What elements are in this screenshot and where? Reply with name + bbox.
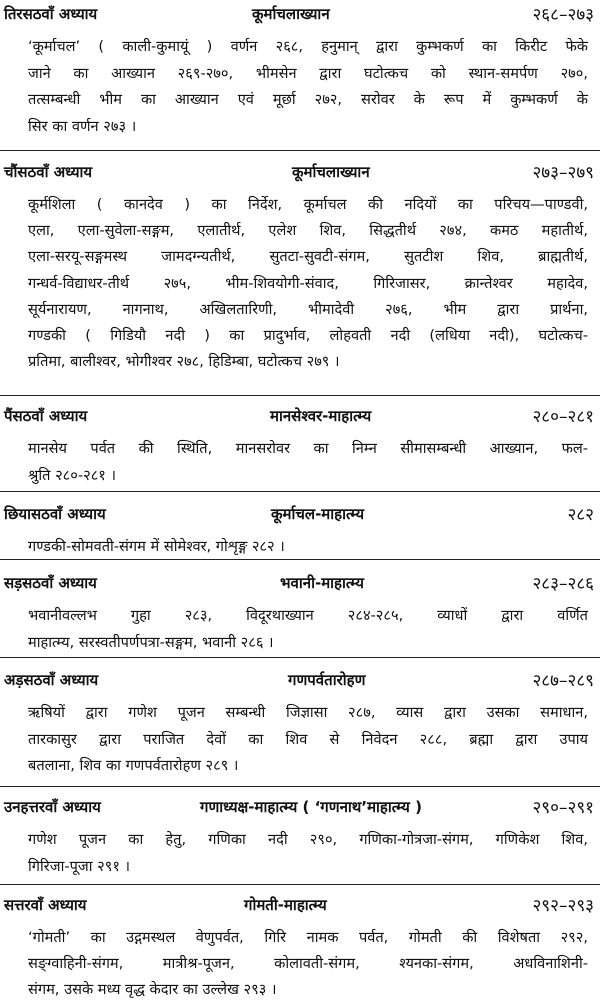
summary-line: बतलाना, शिव का गणपर्वतारोहण २८९ । — [28, 757, 239, 774]
summary-line: भवानीवल्लभ गुहा २८३, विदूरथाख्यान २८४-२८५, व्याधों द्वारा वर्णित — [28, 607, 588, 624]
section-divider — [0, 786, 600, 787]
summary-line: सङ्ग्वाहिनी-संगम, मात्रीश्र-पूजन, कोलावती-संगम, श्यनका-संगम, अधविनाशिनी- — [28, 955, 588, 973]
chapter-heading — [0, 795, 600, 821]
chapter-page-range: २८७–२८९ — [532, 671, 594, 691]
summary-line: गन्धर्व-विद्याधर-तीर्थ २७५, भीम-शिवयोगी-संवाद, गिरिजासर, क्रान्तेश्वर महादेव, — [28, 274, 588, 292]
summary-line: सिर का वर्णन २७३ । — [28, 117, 137, 135]
chapter-entry — [0, 668, 600, 774]
chapter-title: गणाध्यक्ष-माहात्म्य ( ‘गणनाथ’माहात्म्य ) — [200, 798, 422, 816]
chapter-name: सत्तरवाँ अध्याय — [4, 896, 87, 914]
chapter-title: गणपर्वतारोहण — [288, 671, 366, 689]
chapter-name: अड़सठवाँ अध्याय — [4, 671, 99, 689]
summary-line: जाने का आख्यान २६९-२७०, भीमसेन द्वारा घटोत्कच को स्थान-समर्पण २७०, — [28, 64, 588, 82]
summary-line: गिरिजा-पूजा २९१ । — [28, 857, 131, 875]
chapter-title: कूर्माचलाख्यान — [252, 5, 330, 23]
chapter-entry — [0, 795, 600, 875]
chapter-entry — [0, 404, 600, 484]
chapter-title: भवानी-माहात्म्य — [280, 574, 365, 592]
chapter-title: कूर्माचल-माहात्म्य — [271, 505, 365, 523]
summary-line: तत्सम्बन्धी भीम का आख्यान एवं मूर्छा २७२, सरोवर के रूप में कुम्भकर्ण के — [28, 91, 588, 108]
summary-line: ‘गोमती’ का उद्गमस्थल वेणुपर्वत, गिरि नामक पर्वत, गोमती की विशेषता २९२, — [28, 929, 588, 946]
chapter-heading — [0, 893, 600, 919]
chapter-title: गोमती-माहात्म्य — [244, 896, 327, 914]
summary-line: ऋषियों द्वारा गणेश पूजन सम्बन्धी जिज्ञासा २८७, व्यास द्वारा उसका समाधान, — [28, 704, 588, 721]
section-divider — [0, 559, 600, 560]
chapter-page-range: २९०–२९१ — [532, 798, 594, 818]
chapter-heading — [0, 404, 600, 430]
chapter-page-range: २८२ — [567, 505, 594, 525]
summary-line: तारकासुर द्वारा पराजित देवों का शिव से निवेदन २८८, ब्रह्मा द्वारा उपाय — [28, 730, 588, 748]
summary-line: सूर्यनारायण, नागनाथ, अखिलतारिणी, भीमादेवी २७६, भीम द्वारा प्रार्थना, — [28, 300, 588, 318]
chapter-name: उनहत्तरवाँ अध्याय — [4, 798, 101, 816]
summary-line: प्रतिमा, बालीश्वर, भोगीश्वर २७८, हिडिम्बा, घटोत्कच २७९ । — [28, 353, 340, 371]
chapter-name: छियासठवाँ अध्याय — [4, 505, 106, 523]
chapter-heading — [0, 668, 600, 694]
chapter-page-range: २९२–२९३ — [532, 896, 594, 916]
summary-line: ‘कूर्माचल’ ( काली-कुमायूं ) वर्णन २६८, हनुमान् द्वारा कुम्भकर्ण का किरीट फेके — [28, 38, 588, 55]
chapter-entry — [0, 2, 600, 135]
summary-line: संगम, उसके मध्य वृद्ध केदार का उल्लेख २९३ । — [28, 981, 277, 999]
section-divider — [0, 150, 600, 151]
chapter-page-range: २८०–२८१ — [532, 407, 594, 427]
chapter-name: सड़सठवाँ अध्याय — [4, 574, 97, 592]
summary-line: श्रुति २८०-२८१ । — [28, 466, 117, 484]
summary-line: एला-सरयू-सङ्गमस्थ जामदग्न्यतीर्थ, सुतटा-सुवटी-संगम, सुतटीश शिव, ब्राह्मतीर्थ, — [28, 248, 588, 266]
chapter-heading — [0, 502, 600, 528]
chapter-heading — [0, 160, 600, 186]
chapter-entry — [0, 502, 600, 555]
summary-line: गण्डकी-सोमवती-संगम में सोमेश्वर, गोशृङ्ग २८२ । — [28, 538, 285, 555]
summary-line: गण्डकी ( गिडियौ नदी ) का प्रादुर्भाव, लोहवती नदी (लधिया नदी), घटोत्कच- — [28, 327, 588, 344]
summary-line: मानसेय पर्वत की स्थिति, मानसरोवर का निम्न सीमासम्बन्धी आख्यान, फल- — [28, 440, 588, 457]
chapter-page-range: २८३–२८६ — [532, 574, 594, 594]
summary-line: कूर्मशिला ( कानदेव ) का निर्देश, कूर्माचल की नदियों का परिचय—पाण्डवी, — [28, 196, 588, 213]
summary-line: एला, एला-सुवेला-सङ्गम, एलातीर्थ, एलेश शिव, सिद्धतीर्थ २७४, कमठ महातीर्थ, — [28, 222, 588, 240]
chapter-title: कूर्माचलाख्यान — [292, 163, 370, 181]
chapter-entry — [0, 160, 600, 371]
summary-line: माहात्म्य, सरस्वतीपर्णपत्रा-सङ्गम, भवानी २८६ । — [28, 633, 274, 651]
section-divider — [0, 491, 600, 492]
chapter-entry — [0, 893, 600, 999]
summary-line: गणेश पूजन का हेतु, गणिका नदी २९०, गणिका-गोत्रजा-संगम, गणिकेश शिव, — [28, 831, 588, 848]
chapter-entry — [0, 571, 600, 651]
chapter-name: चौंसठवाँ अध्याय — [4, 163, 93, 181]
chapter-heading — [0, 2, 600, 28]
chapter-name: पैंसठवाँ अध्याय — [4, 407, 88, 425]
section-divider — [0, 657, 600, 658]
chapter-page-range: २७३–२७९ — [532, 163, 594, 183]
chapter-name: तिरसठवाँ अध्याय — [4, 5, 98, 23]
section-divider — [0, 884, 600, 885]
chapter-heading — [0, 571, 600, 597]
chapter-title: मानसेश्वर-माहात्म्य — [270, 407, 372, 425]
section-divider — [0, 395, 600, 396]
chapter-page-range: २६८–२७३ — [532, 5, 594, 25]
